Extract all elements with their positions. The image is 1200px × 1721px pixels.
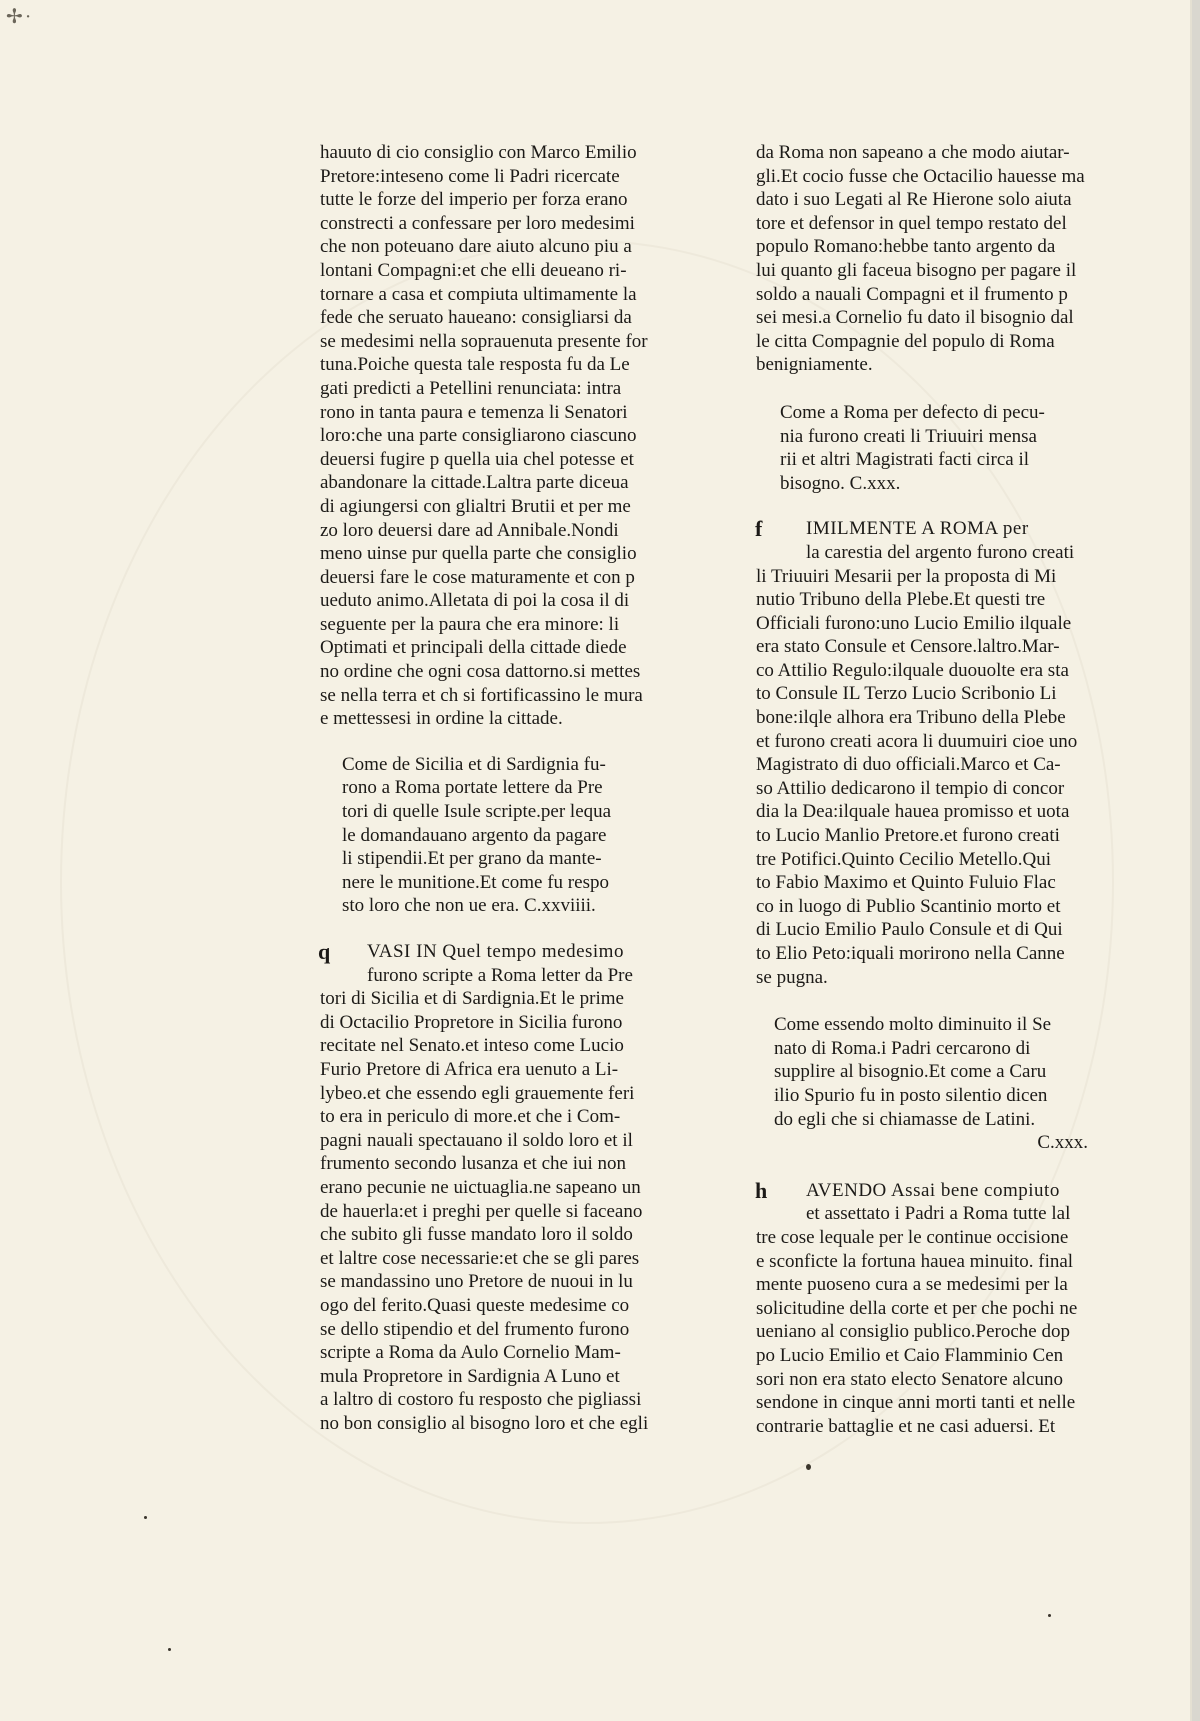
text-line: lui quanto gli faceua bisogno per pagare il [756,259,1077,281]
chapter-heading-xxviiii [320,753,658,918]
text-line: se pugna. [756,966,828,988]
text-line: a laltro di costoro fu resposto che pigliassi [320,1389,642,1411]
guide-letter: h [755,1177,768,1203]
text-line: to Fabio Maximo et Quinto Fuluio Flac [756,872,1056,894]
text-line: AVENDO Assai bene compiuto [806,1179,1060,1201]
text-line: deuersi fugire p quella uia chel potesse et [320,448,634,470]
text-line: co in luogo di Publio Scantinio morto et [756,895,1061,917]
text-line: era stato Consule et Censore.laltro.Mar- [756,636,1060,658]
text-line: le citta Compagnie del populo di Roma [756,330,1055,352]
text-line: la carestia del argento furono creati [806,541,1075,563]
text-line: scripte a Roma da Aulo Cornelio Mam- [320,1342,621,1364]
text-line: seguente per la paura che era minore: li [320,613,620,635]
text-line: contrarie battaglie et ne casi aduersi. Et [756,1415,1056,1437]
text-line: abandonare la cittade.Laltra parte diceua [320,472,629,494]
ink-speck [1048,1614,1051,1617]
text-line: Pretore:inteseno come li Padri ricercate [320,165,620,187]
chapter-heading-xxx-2 [756,1013,1092,1155]
text-line: e mettessesi in ordine la cittade. [320,708,563,730]
heading-line: Come de Sicilia et di Sardignia fu- [342,753,606,775]
text-line: to Elio Peto:iquali morirono nella Canne [756,943,1065,964]
text-line: no bon consiglio al bisogno loro et che egli [320,1412,649,1434]
heading-line: rii et altri Magistrati facti circa il [780,449,1030,471]
chapter-heading-xxx [756,401,1092,495]
text-line: dato i suo Legati al Re Hierone solo aiuta [756,189,1072,211]
text-line: zo loro deuersi dare ad Annibale.Nondi [320,519,619,541]
text-line: mula Propretore in Sardignia A Luno et [320,1365,620,1387]
left-column [320,141,658,1435]
text-line: se nella terra et ch si fortificassino le mura [320,684,643,706]
text-line: bone:ilqle alhora era Tribuno della Plebe [756,707,1066,729]
text-line: solicitudine della corte et per che pochi ne [756,1297,1078,1319]
text-line: Officiali furono:uno Lucio Emilio ilquale [756,612,1072,634]
text-line: deuersi fare le cose maturamente et con p [320,566,635,588]
text-line: nutio Tribuno della Plebe.Et questi tre [756,589,1046,611]
right-paragraph-2 [756,517,1092,989]
text-line: e sconficte la fortuna hauea minuito. final [756,1250,1074,1272]
text-line: erano pecunie ne uictuaglia.ne sapeano un [320,1176,641,1198]
text-line: gati predicti a Petellini renunciata: intra [320,377,622,399]
text-line: to era in periculo di more.et che i Com- [320,1106,621,1128]
text-line: se dello stipendio et del frumento furono [320,1318,630,1340]
heading-line: ilio Spurio fu in posto silentio dicen [774,1084,1048,1106]
text-line: di agiungersi con glialtri Brutii et per me [320,495,631,517]
text-line: benigniamente. [756,354,873,376]
text-line: li Triuuiri Mesarii per la proposta di Mi [756,565,1057,587]
text-line: tori di Sicilia et di Sardignia.Et le prime [320,988,624,1010]
text-line: ogo del ferito.Quasi queste medesime co [320,1294,630,1316]
text-line: tutte le forze del imperio per forza erano [320,189,628,211]
heading-line: supplire al bisognio.Et come a Caru [774,1061,1047,1083]
left-paragraph-2 [320,940,658,1435]
heading-line: Come a Roma per defecto di pecu- [780,401,1045,423]
text-line: so Attilio dedicarono il tempio di concor [756,777,1065,799]
text-line: gli.Et cocio fusse che Octacilio hauesse ma [756,165,1085,187]
text-line: tornare a casa et compiuta ultimamente la [320,283,637,305]
guide-letter: f [755,516,763,542]
chapter-number: C.xxx. [1037,1132,1088,1154]
text-line: sori non era stato electo Senatore alcuno [756,1368,1064,1390]
right-paragraph-3 [756,1179,1092,1439]
text-line: recitate nel Senato.et inteso come Lucio [320,1035,624,1057]
text-line: fede che seruato haueano: consigliarsi da [320,307,632,329]
text-line: Furio Pretore di Africa era uenuto a Li- [320,1058,619,1080]
text-line: pagni nauali spectauano il soldo loro et il [320,1129,633,1151]
ink-speck [806,1464,811,1470]
right-paragraph-1 [756,141,1092,377]
text-line: mente puoseno cura a se medesimi per la [756,1274,1068,1296]
text-line: tre cose lequale per le continue occisione [756,1226,1069,1248]
text-line: lybeo.et che essendo egli grauemente feri [320,1082,635,1104]
text-line: ueniano al consiglio publico.Peroche dop [756,1321,1070,1343]
ink-speck [144,1516,147,1519]
heading-line: nia furono creati li Triuuiri mensa [780,425,1037,447]
heading-line: le domandauano argento da pagare [342,824,607,846]
text-line: lontani Compagni:et che elli deueano ri- [320,259,627,281]
text-line: sei mesi.a Cornelio fu dato il bisognio dal [756,307,1074,329]
text-line: constrecti a confessare per loro medesimi [320,212,635,234]
text-line: po Lucio Emilio et Caio Flamminio Cen [756,1344,1064,1366]
text-line: che non poteuano dare aiuto alcuno piu a [320,236,632,258]
text-line: tre Potifici.Quinto Cecilio Metello.Qui [756,848,1051,870]
text-line: tore et defensor in quel tempo restato del [756,212,1067,234]
text-line: co Attilio Regulo:ilquale duouolte era sta [756,659,1069,681]
left-paragraph-1 [320,141,658,731]
heading-line: do egli che si chiamasse de Latini. [774,1108,1036,1130]
text-line: et assettato i Padri a Roma tutte lal [806,1203,1071,1225]
text-line: di Lucio Emilio Paulo Consule et di Qui [756,919,1063,941]
text-line: to Consule IL Terzo Lucio Scribonio Li [756,683,1057,705]
guide-letter: q [318,939,331,964]
text-line: Optimati et principali della cittade diede [320,637,627,659]
text-line: se mandassino uno Pretore de nuoui in lu [320,1271,633,1293]
text-line: no ordine che ogni cosa dattorno.si mettes [320,661,641,683]
ink-speck [168,1648,171,1651]
heading-line: bisogno. C.xxx. [780,472,901,494]
heading-line: tori di quelle Isule scripte.per lequa [342,801,612,823]
heading-line: rono a Roma portate lettere da Pre [342,777,603,799]
heading-line: Come essendo molto diminuito il Se [774,1014,1052,1036]
text-line: et furono creati acora li duumuiri cioe uno [756,730,1078,752]
heading-line: nato di Roma.i Padri cercarono di [774,1037,1031,1059]
text-line: di Octacilio Propretore in Sicilia furono [320,1011,623,1033]
text-line: che subito gli fusse mandato loro il soldo [320,1224,633,1246]
text-line: ueduto animo.Alletata di poi la cosa il di [320,590,630,612]
text-line: sendone in cinque anni morti tanti et nelle [756,1392,1076,1414]
text-line: soldo a nauali Compagni et il frumento p [756,283,1068,305]
text-line: rono in tanta paura e temenza li Senatori [320,401,628,423]
text-line: meno uinse pur quella parte che consiglio [320,543,637,565]
heading-line: nere le munitione.Et come fu respo [342,871,609,893]
right-column [756,141,1092,1438]
text-line: hauuto di cio consiglio con Marco Emilio [320,142,637,163]
text-line: dia la Dea:ilquale hauea promisso et uota [756,801,1070,823]
corner-ornament: ✢· [6,6,34,28]
text-line: da Roma non sapeano a che modo aiutar- [756,142,1070,163]
text-line: VASI IN Quel tempo medesimo [367,941,624,962]
text-line: IMILMENTE A ROMA per [806,518,1029,540]
text-line: de hauerla:et i preghi per quelle si faceano [320,1200,643,1222]
text-line: to Lucio Manlio Pretore.et furono creati [756,825,1060,847]
text-line: frumento secondo lusanza et che iui non [320,1153,627,1175]
text-line: loro:che una parte consigliarono ciascuno [320,425,637,447]
heading-line: sto loro che non ue era. C.xxviiii. [342,895,596,917]
text-line: Magistrato di duo officiali.Marco et Ca- [756,754,1061,776]
heading-line: li stipendii.Et per grano da mante- [342,848,602,870]
text-line: et laltre cose necessarie:et che se gli pares [320,1247,640,1269]
text-line: populo Romano:hebbe tanto argento da [756,236,1056,258]
text-line: se medesimi nella soprauenuta presente for [320,330,648,352]
text-line: furono scripte a Roma letter da Pre [367,964,633,986]
text-line: tuna.Poiche questa tale resposta fu da Le [320,354,630,376]
